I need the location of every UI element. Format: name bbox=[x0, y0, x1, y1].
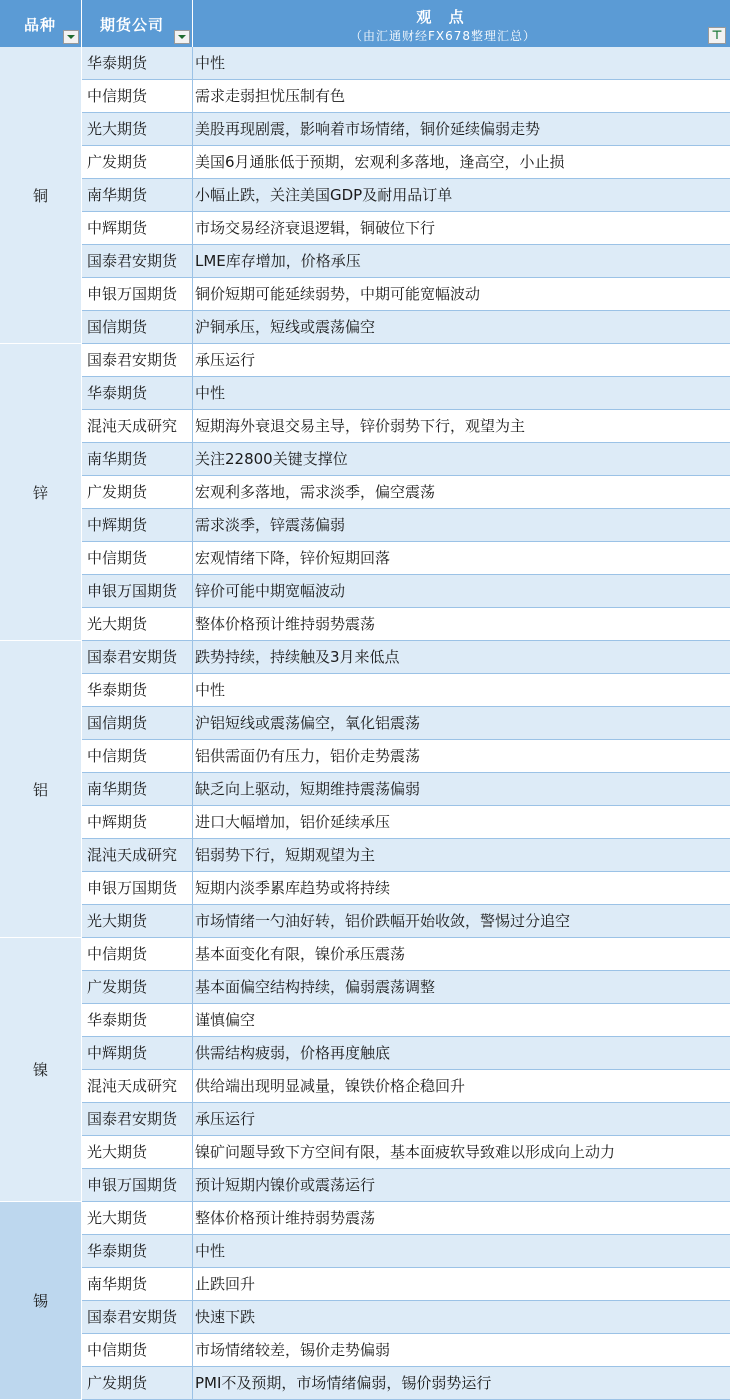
company-cell: 中辉期货 bbox=[82, 509, 193, 541]
table-row bbox=[82, 1004, 730, 1037]
company-cell: 中信期货 bbox=[82, 1334, 193, 1366]
view-cell: 快速下跌 bbox=[195, 1308, 256, 1326]
table-row bbox=[82, 1367, 730, 1400]
view-cell: 宏观利多落地，需求淡季，偏空震荡 bbox=[195, 483, 436, 501]
table-row bbox=[82, 1235, 730, 1268]
table-row bbox=[82, 1037, 730, 1070]
view-cell: 整体价格预计维持弱势震荡 bbox=[195, 615, 376, 633]
table-row bbox=[82, 509, 730, 542]
view-filter-active-icon[interactable]: ⊤ bbox=[708, 27, 726, 44]
view-cell: 整体价格预计维持弱势震荡 bbox=[195, 1209, 376, 1227]
table-row bbox=[82, 47, 730, 80]
view-cell: 美国6月通胀低于预期，宏观利多落地，逢高空，小止损 bbox=[195, 153, 565, 171]
company-cell: 申银万国期货 bbox=[82, 278, 193, 310]
view-cell: 需求淡季，锌震荡偏弱 bbox=[195, 516, 346, 534]
table-row bbox=[82, 377, 730, 410]
table-row bbox=[82, 674, 730, 707]
view-cell: 镍矿问题导致下方空间有限，基本面疲软导致难以形成向上动力 bbox=[195, 1143, 616, 1161]
view-cell: 止跌回升 bbox=[195, 1275, 256, 1293]
company-cell: 混沌天成研究 bbox=[82, 410, 193, 442]
view-cell: 中性 bbox=[195, 54, 226, 72]
table-row bbox=[82, 80, 730, 113]
view-cell: 市场情绪一勺油好转，铝价跌幅开始收敛，警惕过分追空 bbox=[195, 912, 571, 930]
table-row bbox=[82, 1202, 730, 1235]
table-row bbox=[82, 1334, 730, 1367]
variety-filter-dropdown-icon[interactable] bbox=[63, 30, 79, 44]
header-company: 期货公司 bbox=[100, 16, 165, 34]
company-cell: 广发期货 bbox=[82, 476, 193, 508]
table-row bbox=[82, 476, 730, 509]
view-cell: 铝供需面仍有压力，铝价走势震荡 bbox=[195, 747, 421, 765]
view-cell: 市场情绪较差，锡价走势偏弱 bbox=[195, 1341, 391, 1359]
company-cell: 国泰君安期货 bbox=[82, 1103, 193, 1135]
variety-cell: 镍 bbox=[0, 938, 82, 1202]
company-cell: 国泰君安期货 bbox=[82, 641, 193, 673]
company-cell: 申银万国期货 bbox=[82, 575, 193, 607]
view-cell: 铝弱势下行，短期观望为主 bbox=[195, 846, 376, 864]
company-cell: 中辉期货 bbox=[82, 1037, 193, 1069]
table-row bbox=[82, 938, 730, 971]
view-cell: 铜价短期可能延续弱势，中期可能宽幅波动 bbox=[195, 285, 481, 303]
table-row bbox=[82, 1169, 730, 1202]
header-view-cell bbox=[193, 0, 730, 47]
variety-cell: 铝 bbox=[0, 641, 82, 938]
company-cell: 光大期货 bbox=[82, 1136, 193, 1168]
view-cell: 承压运行 bbox=[195, 351, 256, 369]
view-cell: 沪铜承压，短线或震荡偏空 bbox=[195, 318, 376, 336]
company-cell: 国信期货 bbox=[82, 707, 193, 739]
company-cell: 华泰期货 bbox=[82, 1235, 193, 1267]
company-cell: 广发期货 bbox=[82, 971, 193, 1003]
company-cell: 中信期货 bbox=[82, 938, 193, 970]
table-row bbox=[82, 872, 730, 905]
view-cell: 中性 bbox=[195, 384, 226, 402]
company-cell: 南华期货 bbox=[82, 1268, 193, 1300]
table-row bbox=[82, 344, 730, 377]
table-row bbox=[82, 212, 730, 245]
company-cell: 国泰君安期货 bbox=[82, 1301, 193, 1333]
table-row bbox=[82, 542, 730, 575]
table-row bbox=[82, 839, 730, 872]
table-row bbox=[82, 905, 730, 938]
view-cell: 供需结构疲弱，价格再度触底 bbox=[195, 1044, 391, 1062]
view-cell: 供给端出现明显减量，镍铁价格企稳回升 bbox=[195, 1077, 466, 1095]
table-row bbox=[82, 1301, 730, 1334]
table-row bbox=[82, 773, 730, 806]
view-cell: 中性 bbox=[195, 1242, 226, 1260]
view-cell: LME库存增加，价格承压 bbox=[195, 252, 361, 270]
company-cell: 国信期货 bbox=[82, 311, 193, 343]
company-cell: 申银万国期货 bbox=[82, 872, 193, 904]
table-row bbox=[82, 1103, 730, 1136]
company-cell: 光大期货 bbox=[82, 905, 193, 937]
company-cell: 光大期货 bbox=[82, 608, 193, 640]
view-cell: 宏观情绪下降，锌价短期回落 bbox=[195, 549, 391, 567]
view-cell: 基本面变化有限，镍价承压震荡 bbox=[195, 945, 406, 963]
header-variety: 品种 bbox=[24, 16, 57, 34]
view-cell: 跌势持续，持续触及3月来低点 bbox=[195, 648, 400, 666]
company-cell: 中信期货 bbox=[82, 80, 193, 112]
company-cell: 华泰期货 bbox=[82, 674, 193, 706]
table-row bbox=[82, 245, 730, 278]
view-cell: 美股再现剧震，影响着市场情绪，铜价延续偏弱走势 bbox=[195, 120, 541, 138]
company-cell: 华泰期货 bbox=[82, 47, 193, 79]
view-cell: 短期海外衰退交易主导，锌价弱势下行，观望为主 bbox=[195, 417, 526, 435]
company-cell: 中辉期货 bbox=[82, 806, 193, 838]
company-cell: 南华期货 bbox=[82, 773, 193, 805]
table-row bbox=[82, 608, 730, 641]
view-cell: 谨慎偏空 bbox=[195, 1011, 256, 1029]
table-row bbox=[82, 971, 730, 1004]
table-row bbox=[82, 1136, 730, 1169]
view-cell: 承压运行 bbox=[195, 1110, 256, 1128]
view-cell: 预计短期内镍价或震荡运行 bbox=[195, 1176, 376, 1194]
company-cell: 光大期货 bbox=[82, 113, 193, 145]
view-cell: 中性 bbox=[195, 681, 226, 699]
view-cell: 基本面偏空结构持续，偏弱震荡调整 bbox=[195, 978, 436, 996]
table-row bbox=[82, 1268, 730, 1301]
company-cell: 中信期货 bbox=[82, 542, 193, 574]
company-cell: 混沌天成研究 bbox=[82, 1070, 193, 1102]
view-cell: 锌价可能中期宽幅波动 bbox=[195, 582, 346, 600]
company-cell: 华泰期货 bbox=[82, 377, 193, 409]
company-cell: 国泰君安期货 bbox=[82, 245, 193, 277]
company-cell: 光大期货 bbox=[82, 1202, 193, 1234]
table-row bbox=[82, 146, 730, 179]
company-cell: 南华期货 bbox=[82, 443, 193, 475]
header-company-cell bbox=[82, 0, 193, 47]
table-row bbox=[82, 575, 730, 608]
view-cell: 沪铝短线或震荡偏空，氧化铝震荡 bbox=[195, 714, 421, 732]
view-cell: 市场交易经济衰退逻辑，铜破位下行 bbox=[195, 219, 436, 237]
view-cell: 小幅止跌，关注美国GDP及耐用品订单 bbox=[195, 186, 453, 204]
view-cell: 需求走弱担忧压制有色 bbox=[195, 87, 346, 105]
variety-cell: 锡 bbox=[0, 1202, 82, 1400]
header-view-title: 观 点 bbox=[416, 8, 470, 26]
company-cell: 中信期货 bbox=[82, 740, 193, 772]
table-row bbox=[82, 641, 730, 674]
company-cell: 申银万国期货 bbox=[82, 1169, 193, 1201]
company-cell: 广发期货 bbox=[82, 146, 193, 178]
header-variety-cell bbox=[0, 0, 82, 47]
company-cell: 中辉期货 bbox=[82, 212, 193, 244]
company-filter-dropdown-icon[interactable] bbox=[174, 30, 190, 44]
table-row bbox=[82, 707, 730, 740]
company-cell: 混沌天成研究 bbox=[82, 839, 193, 871]
table-row bbox=[82, 443, 730, 476]
header-view-subtitle: （由汇通财经FX678整理汇总） bbox=[349, 29, 537, 43]
view-cell: 关注22800关键支撑位 bbox=[195, 450, 348, 468]
company-cell: 国泰君安期货 bbox=[82, 344, 193, 376]
table-row bbox=[82, 410, 730, 443]
variety-cell: 锌 bbox=[0, 344, 82, 641]
table-row bbox=[82, 179, 730, 212]
variety-cell: 铜 bbox=[0, 47, 82, 344]
table-row bbox=[82, 311, 730, 344]
view-cell: 进口大幅增加，铝价延续承压 bbox=[195, 813, 391, 831]
company-cell: 广发期货 bbox=[82, 1367, 193, 1399]
table-row bbox=[82, 806, 730, 839]
view-cell: 缺乏向上驱动，短期维持震荡偏弱 bbox=[195, 780, 421, 798]
table-row bbox=[82, 113, 730, 146]
table-header bbox=[0, 0, 730, 47]
table-row bbox=[82, 740, 730, 773]
company-cell: 南华期货 bbox=[82, 179, 193, 211]
table-row bbox=[82, 1070, 730, 1103]
company-cell: 华泰期货 bbox=[82, 1004, 193, 1036]
table-row bbox=[82, 278, 730, 311]
view-cell: 短期内淡季累库趋势或将持续 bbox=[195, 879, 391, 897]
view-cell: PMI不及预期，市场情绪偏弱，锡价弱势运行 bbox=[195, 1374, 492, 1392]
